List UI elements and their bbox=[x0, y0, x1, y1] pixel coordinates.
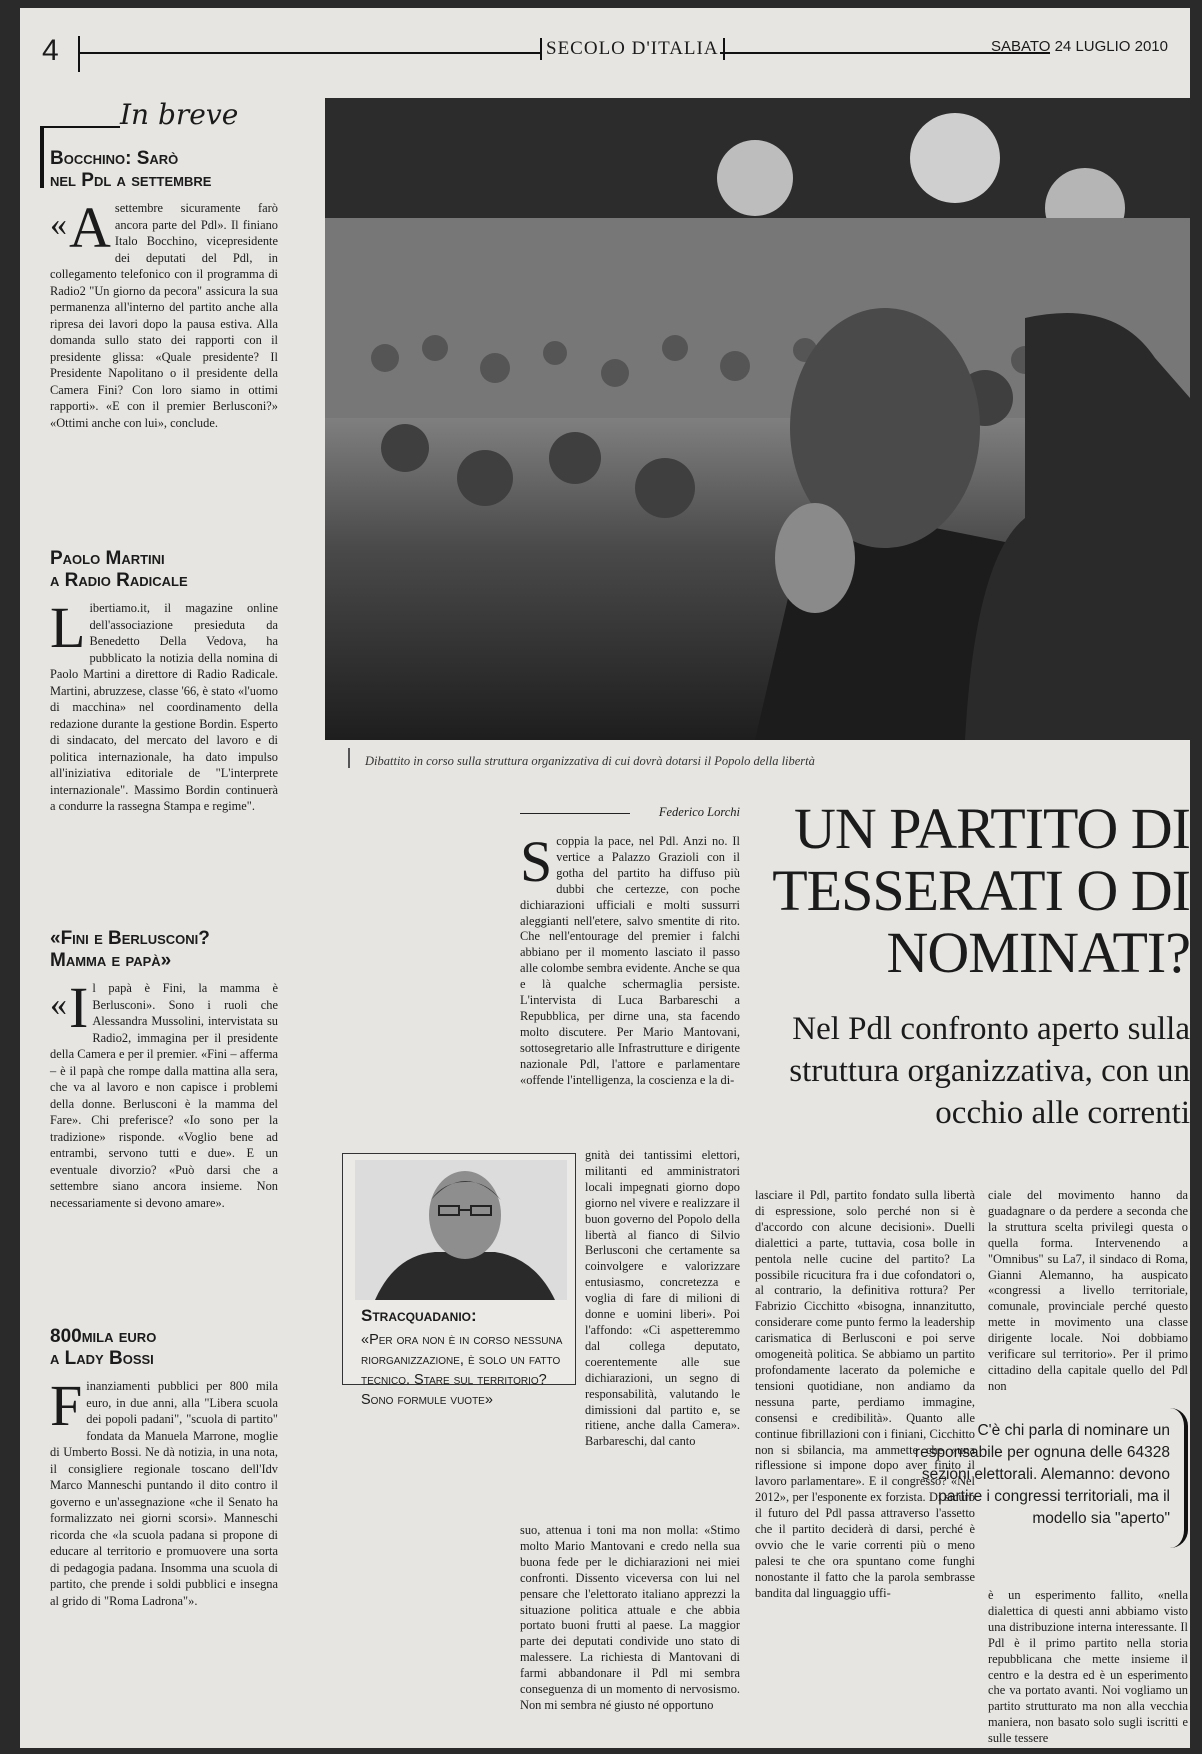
brief-story-2 bbox=[50, 548, 278, 835]
paper-title: SECOLO D'ITALIA bbox=[540, 38, 725, 60]
drop-cap: L bbox=[50, 595, 86, 660]
photo-caption: Dibattito in corso sulla struttura organizzativa di cui dovrà dotarsi il Popolo della libertà bbox=[365, 754, 815, 768]
newspaper-page bbox=[20, 8, 1190, 1748]
pull-quote-bracket bbox=[1170, 1408, 1188, 1548]
article-column-2: lasciare il Pdl, partito fondato sulla libertà di espressione, solo perché non si è d'accordo con alcune decisioni». Duelli dialettici a parte, tuttavia, cosa bolle in pentola nelle cucine del partito? La possibile ricucitura fra i due cofondatori o, al contrario, la definitiva rottura? Per Fabrizio Cicchitto «bisogna, innanzitutto, considerare come punto fermo la leadership carismatica di Berlusconi e poi serve omogeneità politica. Se abbiamo un partito profondamente lacerato da polemiche e tensioni quotidiane, non andiamo da nessuna parte, perdiamo immagine, consensi e credibilità». Quanto alle continue fibrillazioni con i finiani, Cicchitto non si sbilancia, ma ammette che «una riflessione si impone dopo aver finito il lavoro parlamentare». E il congresso? «Nel 2012», per l'esponente ex forzista. Di sicuro il futuro del Pdl passa attraverso l'assetto che il partito deciderà di darsi, perché è ovvio che le varie correnti più o meno palesi te che ora spuntano come funghi nonostante il fatto che la parola sembrasse bandita dal linguaggio uffi- bbox=[755, 1188, 975, 1600]
brief-story-1 bbox=[50, 148, 278, 451]
masthead-rule-left bbox=[80, 52, 540, 54]
drop-cap: S bbox=[520, 829, 553, 894]
issue-date: SABATO 24 LUGLIO 2010 bbox=[990, 38, 1168, 55]
article-subhead: Nel Pdl confronto aperto sulla struttura organizzativa, con un occhio alle correnti bbox=[789, 1011, 1190, 1131]
drop-cap: A bbox=[69, 195, 111, 260]
article-column-3: ciale del movimento hanno da guadagnare o da perdere a seconda che la struttura scelta privilegi questa o quella forma. Intervenendo a "Omnibus" su La7, il sindaco di Roma, Gianni Alemanno, ha auspicato «congressi a livello territoriale, comunale, provinciale perché questo mette in movimento una classe dirigente locale. Noi dobbiamo verificare sul territorio». Per il primo cittadino della capitale quello del Pdl non bbox=[988, 1188, 1188, 1393]
byline: Federico Lorchi bbox=[658, 805, 740, 819]
section-label: In breve bbox=[120, 98, 239, 131]
portrait-illustration bbox=[355, 1160, 567, 1300]
article-headline: UN PARTITO DI TESSERATI O DI NOMINATI? bbox=[772, 796, 1190, 985]
crowd-photo-illustration bbox=[325, 98, 1190, 740]
caption-bar bbox=[348, 748, 350, 768]
page-number: 4 bbox=[42, 34, 59, 67]
portrait-photo bbox=[355, 1160, 567, 1300]
quote-mark: « bbox=[50, 206, 67, 243]
main-photo bbox=[325, 98, 1190, 740]
quote-box bbox=[342, 1153, 576, 1408]
article-column-3-bottom: è un esperimento fallito, «nella dialettica di questi anni abbiamo visto una distribuzione interna interessante. Il Pdl è il primo partito nella storia repubblicana che mette insieme il centro e la destra ed è un esperimento che va portato avanti. Noi vogliamo un partito strutturato ma non alla vecchia maniera, non basato solo sugli iscritti e sulle tessere bbox=[988, 1588, 1188, 1746]
quote-box-name: Stracquadanio: bbox=[361, 1306, 477, 1325]
story-bar bbox=[40, 128, 44, 188]
article-column-1-continued: gnità dei tantissimi elettori, militanti ed amministratori locali impegnati giorno dopo giorno nel vivere e realizzare il buon governo del Popolo della libertà al fianco di Silvio Berlusconi che certamente sa coinvolgere e valorizzare entusiasmo, concretezza e voglia di fare di milioni di donne e uomini liberi». Poi l'affondo: «Ci aspetteremmo dal collega deputato, coerentemente alle sue dichiarazioni, un segno di responsabilità, valutando le dimissioni dal partito e, se ritiene, anche dalla Camera». Barbareschi, dal canto bbox=[585, 1148, 740, 1449]
brief-headline: 800mila euro a Lady Bossi bbox=[50, 1326, 157, 1369]
drop-cap: I bbox=[69, 975, 89, 1040]
article-column-1-bottom: suo, attenua i toni ma non molla: «Stimo molto Mario Mantovani e credo nella sua buona fede per le dichiarazioni nei miei confronti. Dissento viceversa con lui nel pensare che l'elettorato italiano apprezzi la situazione politica attuale e che abbia portato buoni frutti al paese. La maggior parte dei deputati condivide uno stato di malessere. La richiesta di Mantovani di farmi abbandonare il Pdl mi sembra conseguenza di un momento di nervosismo. Non mi sembra né giusto né opportuno bbox=[520, 1523, 740, 1712]
brief-story-3 bbox=[50, 928, 278, 1231]
brief-body: Libertiamo.it, il magazine online dell'associazione presieduta da Benedetto Della Vedova, ha pubblicato la notizia della nomina di Paolo Martini a direttore di Radio Radicale. Martini, abruzzese, classe '66, è stato «l'uomo di macchina» nel coordinamento della redazione durante la gestione Bordin. Esperto di sindacato, del mercato del lavoro e di politica internazionale, ha dato impulso all'iniziativa editoriale de "L'interprete internazionale". Massimo Bordin continuerà a condurre la rassegna Stampa e regime". bbox=[50, 595, 278, 813]
brief-body: « A settembre sicuramente farò ancora parte del Pdl». Il finiano Italo Bocchino, vicepresidente dei deputati del Pdl, in collegamento telefonico con il programma di Radio2 "Un giorno da pecora" assicura la sua permanenza all'interno del partito anche alla ripresa dei lavori dopo la pausa estiva. Alla domanda sullo stato dei rapporti con il presidente glissa: «Quale presidente? Il Presidente Napolitano o il presidente della Camera Fini? Con loro siamo in ottimi rapporti». «E con il premier Berlusconi?» «Ottimi anche con lui», conclude. bbox=[50, 195, 278, 430]
brief-body: Finanziamenti pubblici per 800 mila euro, in due anni, alla "Libera scuola dei popoli padani", "scuola di partito" fondata da Manuela Marrone, moglie di Umberto Bossi. Ne dà notizia, in una nota, il consigliere regionale toscano dell'Idv Marco Manneschi puntando il dito contro il governo e un'assegnazione «che il Senato ha formalizzato nei giorni scorsi». Manneschi ricorda che «la scuola padana si propone di educare al territorio e promuovere una sorta di pedagogia padana. Insomma una scuola di partito, che prende i soldi pubblici e insegna al grido di "Roma Ladrona"». bbox=[50, 1373, 278, 1608]
quote-box-text: «Per ora non è in corso nessuna riorganizzazione, è solo un fatto tecnico. Stare sul territorio? Sono formule vuote» bbox=[361, 1332, 563, 1408]
brief-body: « I l papà è Fini, la mamma è Berlusconi». Sono i ruoli che Alessandra Mussolini, intervistata su Radio2, immagina per il presidente della Camera e per il premier. «Fini – afferma – è il papà che rompe dalla mattina alla sera, che va al lavoro e non capisce i problemi della donne. Berlusconi è la mamma del Fare». Chi preferisce? «Io sono per la tradizione» risponde. «Voglio bene ad entrambi, servono tutti e due». E un eventuale divorzio? «Può darsi che a settembre siano ancora insieme. Non necessariamente si devono amare». bbox=[50, 975, 278, 1210]
drop-cap: F bbox=[50, 1373, 83, 1438]
brief-story-4 bbox=[50, 1326, 278, 1629]
brief-headline: Paolo Martini a Radio Radicale bbox=[50, 548, 188, 591]
quote-mark: « bbox=[50, 986, 67, 1023]
masthead bbox=[20, 8, 1190, 68]
brief-headline: Bocchino: Sarò nel Pdl a settembre bbox=[50, 148, 212, 191]
section-rule bbox=[40, 126, 120, 128]
brief-headline: «Fini e Berlusconi? Mamma e papà» bbox=[50, 928, 210, 971]
pull-quote: C'è chi parla di nominare un responsabile per ognuna delle 64328 sezioni elettorali. Alemanno: devono partire i congressi territoriali, ma il modello sia "aperto" bbox=[914, 1422, 1170, 1527]
article-column-1: Scoppia la pace, nel Pdl. Anzi no. Il vertice a Palazzo Grazioli con il gotha del partito ha diffuso più dubbi che certezze, con poche dichiarazioni ufficiali e molti sussurri aleggianti nell'etere, salvo smentite di rito. Che nell'entourage del premier i falchi abbiano per il momento lasciato il passo alle colombe sembra evidente. Anche se qua e là qualche schermaglia persiste. L'intervista di Luca Barbareschi a Repubblica, per dirne una, sta facendo molto discutere. Per Mario Mantovani, sottosegretario alle Infrastrutture e dirigente nazionale Pdl, l'attore e parlamentare «offende l'intelligenza, la coscienza e la di- bbox=[520, 829, 740, 1087]
